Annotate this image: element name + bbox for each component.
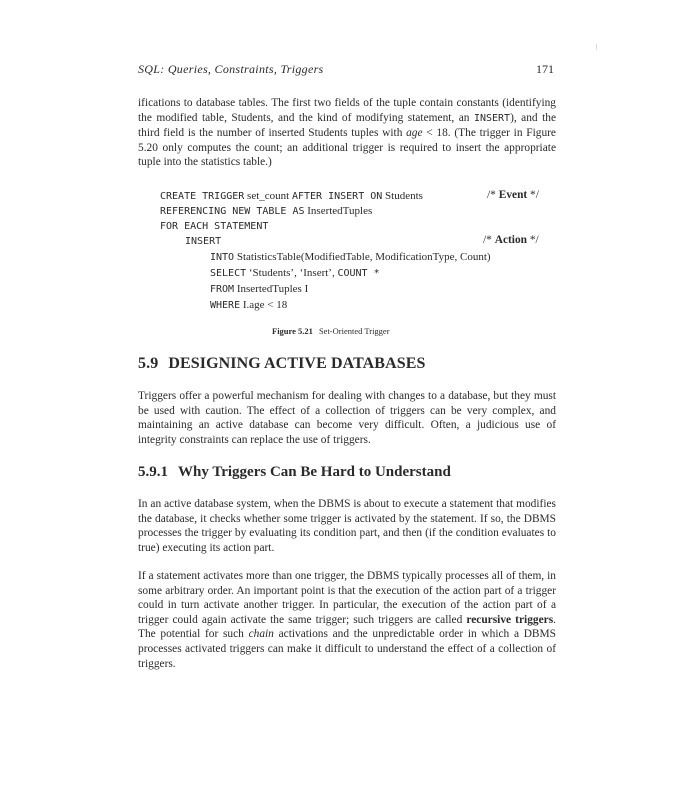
- comment-open: /*: [487, 189, 499, 201]
- subsection-number: 5.9.1: [138, 464, 168, 480]
- subsection-title: Why Triggers Can Be Hard to Understand: [178, 464, 451, 480]
- code-text: InsertedTuples: [307, 205, 373, 217]
- code-text: Students: [385, 190, 423, 202]
- comment-close: */: [527, 189, 539, 201]
- section-title: DESIGNING ACTIVE DATABASES: [168, 355, 426, 372]
- paragraph-intro: [138, 96, 556, 170]
- code-text: InsertedTuples I: [236, 283, 309, 295]
- code-line-6: [210, 266, 380, 281]
- code-keyword: AFTER INSERT ON: [291, 191, 383, 202]
- code-keyword: FOR EACH STATEMENT: [160, 221, 269, 232]
- code-keyword: REFERENCING NEW TABLE AS: [160, 206, 305, 217]
- page-number: 171: [536, 62, 554, 76]
- running-head-title: SQL: Queries, Constraints, Triggers: [138, 62, 324, 76]
- code-keyword: INSERT: [185, 236, 222, 247]
- comment-label: Event: [498, 189, 528, 201]
- comment-label: Action: [494, 234, 527, 246]
- comment-open: /*: [483, 234, 495, 246]
- code-text: set_count: [247, 190, 290, 202]
- code-text: StatisticsTable(ModifiedTable, ModificationType, Count): [236, 251, 491, 263]
- figure-caption: [272, 326, 390, 336]
- paragraph-active-system: In an active database system, when the DBMS is about to execute a statement that modifies the database, it checks whether some trigger is activated by the statement. If so, the DBMS processes the trigger by evaluating its condition part, and then (if the condition evaluates to true) executing its action part.: [138, 498, 556, 554]
- code-keyword: SELECT: [210, 268, 247, 279]
- code-text: I.age < 18: [242, 299, 288, 311]
- code-line-8: [210, 298, 287, 313]
- figure-label: Figure 5.21: [272, 326, 313, 336]
- para4-chain: chain: [248, 628, 274, 641]
- paragraph-designing: Triggers offer a powerful mechanism for dealing with changes to a database, but they must be used with caution. The effect of a collection of triggers can be very complex, and maintaining an active database can become very difficult. Often, a judicious use of integrity constraints can replace the use of triggers.: [138, 390, 556, 446]
- para4-term: recursive triggers: [466, 613, 554, 626]
- code-line-3: [160, 219, 268, 234]
- paragraph-recursive: [138, 569, 556, 671]
- code-keyword: WHERE: [210, 300, 241, 311]
- section-heading: [138, 355, 426, 373]
- para1-text-b: ), and the third field is the number of inserted Students tuples with: [138, 111, 556, 140]
- code-text: ‘Students’, ‘Insert’,: [248, 267, 335, 279]
- page-mark: [596, 44, 597, 50]
- code-line-7: [210, 282, 308, 297]
- code-keyword: FROM: [210, 284, 235, 295]
- subsection-heading: [138, 464, 451, 481]
- code-comment-action: [483, 234, 539, 246]
- para4-text-c: activations and the unpredictable order in which a DBMS processes activated triggers can make it difficult to understand the effect of a collection of triggers.: [138, 628, 556, 670]
- figure-caption-text: Set-Oriented Trigger: [318, 326, 390, 336]
- code-keyword: INTO: [210, 252, 235, 263]
- code-line-1: [160, 189, 423, 204]
- code-comment-event: [487, 189, 539, 201]
- code-line-2: [160, 204, 372, 219]
- para1-code-insert: INSERT: [473, 112, 511, 124]
- section-number: 5.9: [138, 355, 159, 372]
- para1-text-a: ifications to database tables. The first two fields of the tuple contain constants (identifying the modified table, Students, and the kind of modifying statement, an: [138, 97, 556, 124]
- para1-var-age: age: [406, 127, 423, 140]
- code-keyword: COUNT *: [337, 268, 380, 279]
- para4-text-a: If a statement activates more than one trigger, the DBMS typically processes all of them, in some arbitrary order. An important point is that the execution of the action part of a trigger could in turn activate another trigger. In particular, the execution of the action part of a trigger could again activate the same trigger; such triggers are called: [138, 570, 556, 626]
- code-line-4: [185, 234, 221, 249]
- para4-text-b: . The potential for such: [138, 613, 556, 641]
- para1-text-c: < 18. (The trigger in Figure 5.20 only computes the count; an additional trigger is required to insert the appropriate tuple into the statistics table.): [138, 127, 556, 169]
- running-head: [138, 62, 554, 77]
- comment-close: */: [527, 234, 539, 246]
- code-line-5: [210, 250, 491, 265]
- code-keyword: CREATE TRIGGER: [160, 191, 245, 202]
